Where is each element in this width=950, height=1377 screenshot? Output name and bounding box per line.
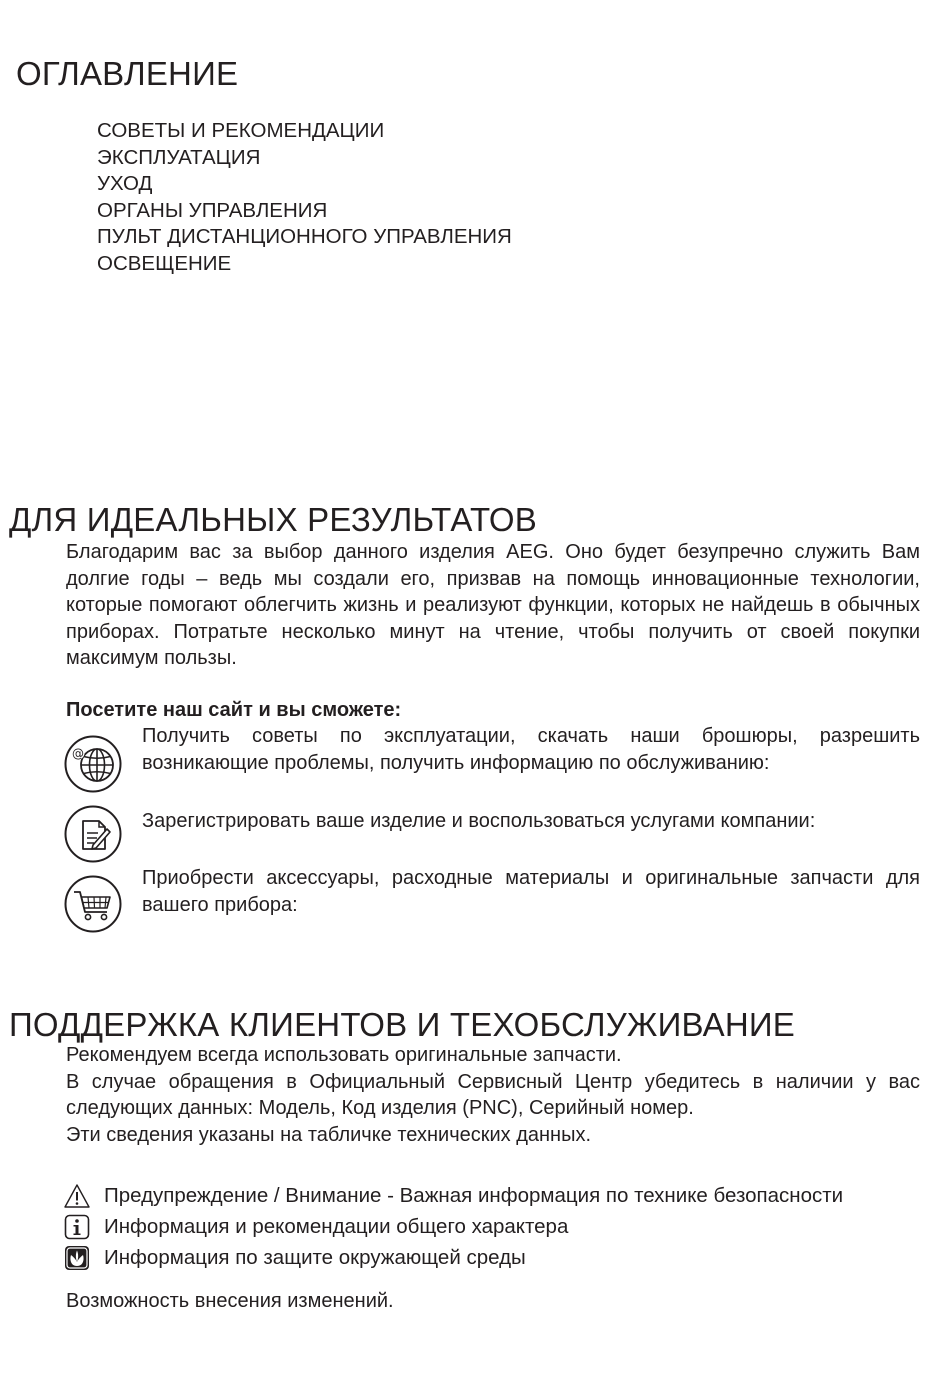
support-line: Рекомендуем всегда использовать оригинальные запчасти. [66, 1044, 622, 1066]
visit-item-text: Зарегистрировать ваше изделие и воспользоваться услугами компании: [142, 810, 816, 832]
support-line: В случае обращения в Официальный Сервисный Центр убедитесь в наличии у вас следующих данных: Модель, Код изделия (PNC), Серийный номер. [66, 1070, 920, 1119]
toc-item[interactable]: ПУЛЬТ ДИСТАНЦИОННОГО УПРАВЛЕНИЯ [97, 225, 512, 249]
warning-triangle-icon [64, 1183, 90, 1209]
toc-item[interactable]: ОРГАНЫ УПРАВЛЕНИЯ [97, 198, 328, 222]
visit-item-text: Приобрести аксессуары, расходные материалы и оригинальные запчасти для вашего прибора: [142, 867, 920, 916]
svg-text:@: @ [72, 746, 84, 761]
toc-item[interactable]: ЭКСПЛУАТАЦИЯ [97, 145, 261, 169]
toc-list [97, 118, 512, 278]
results-title: ДЛЯ ИДЕАЛЬНЫХ РЕЗУЛЬТАТОВ [9, 501, 537, 538]
visit-item-text: Получить советы по эксплуатации, скачать наши брошюры, разрешить возникающие проблемы, получить информацию по обслуживанию: [142, 725, 920, 774]
legend-item-info [64, 1212, 568, 1242]
toc-title: ОГЛАВЛЕНИЕ [16, 55, 239, 92]
toc-item[interactable]: УХОД [97, 172, 153, 196]
legend-text: Информация и рекомендации общего характера [104, 1215, 569, 1238]
info-icon [64, 1214, 90, 1240]
register-document-icon [64, 805, 122, 863]
results-intro-text: Благодарим вас за выбор данного изделия AEG. Оно будет безупречно служить Вам долгие годы – ведь мы создали его, призвав на помощь инновационные технологии, которые помогают облегчить жизнь и реализуют функции, которых не найдешь в обычных приборах. Потратьте несколько минут на чтение, чтобы получить от своей покупки максимум пользы. [66, 541, 920, 669]
support-info [66, 1042, 920, 1148]
toc-item[interactable]: ОСВЕЩЕНИЕ [97, 251, 232, 275]
legend-item-warning [64, 1181, 843, 1211]
toc-item[interactable]: СОВЕТЫ И РЕКОМЕНДАЦИИ [97, 119, 385, 142]
footer-note: Возможность внесения изменений. [66, 1290, 394, 1312]
globe-icon [64, 735, 122, 793]
visit-label: Посетите наш сайт и вы сможете: [66, 699, 402, 721]
shopping-cart-icon [64, 875, 122, 933]
support-title: ПОДДЕРЖКА КЛИЕНТОВ И ТЕХОБСЛУЖИВАНИЕ [9, 1006, 796, 1043]
legend-text: Информация по защите окружающей среды [104, 1246, 526, 1269]
support-line: Эти сведения указаны на табличке технических данных. [66, 1123, 592, 1146]
legend-item-environment [64, 1243, 526, 1273]
legend-text: Предупреждение / Внимание - Важная информация по технике безопасности [104, 1184, 844, 1207]
results-intro [66, 539, 920, 672]
environment-icon [64, 1245, 90, 1271]
